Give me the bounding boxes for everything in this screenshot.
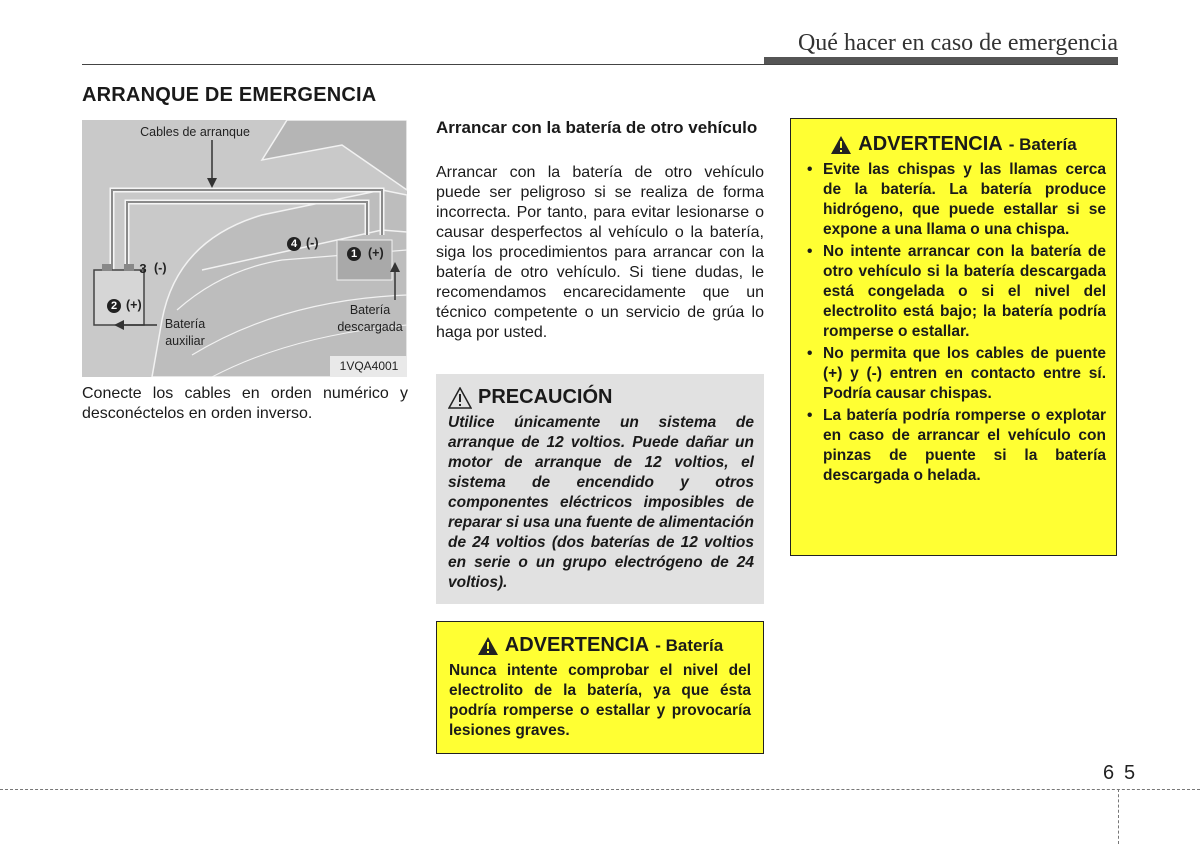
page-number: 5 [1124, 762, 1136, 784]
footer-divider [1118, 789, 1119, 844]
warning-list-item: • No permita que los cables de puente (+) y (-) entren en contacto entre sí. Podría causar chispas. [801, 344, 1106, 404]
step-1-sign: (+) [368, 246, 384, 260]
step-4-sign: (-) [306, 236, 319, 250]
warning-list-item: • Evite las chispas y las llamas cerca de la batería. La batería produce hidrógeno, que puede estallar si se expone a una llama o una chispa. [801, 160, 1106, 240]
warning-list-item: • La batería podría romperse o explotar en caso de arrancar el vehículo con pinzas de puente si la batería descargada o helada. [801, 406, 1106, 486]
caution-header [448, 386, 754, 409]
jump-start-illustration [82, 120, 407, 377]
label-auxiliary-battery: Batería auxiliar [164, 317, 206, 348]
step-4-marker: 4 [287, 237, 301, 251]
subsection-body: Arrancar con la batería de otro vehículo puede ser peligroso si se realiza de forma incorrecta. Por tanto, para evitar lesionarse o causar desperfectos al vehículo o la batería, siga los procedimientos para arrancar con la batería de otro vehículo. Si tiene dudas, le recomendamos encarecidamente que un técnico competente o un servicio de grúa lo haga por usted. [436, 164, 764, 341]
warning-triangle-icon [830, 135, 852, 155]
subsection-title: Arrancar con la batería de otro vehículo [436, 118, 758, 137]
warning-subtitle: - Batería [655, 635, 724, 655]
warning-list [801, 160, 1106, 486]
header-rule [82, 64, 1118, 65]
step-2-sign: (+) [126, 298, 142, 312]
warning-list-item: • No intente arrancar con la batería de otro vehículo si la batería descargada está congelada o si el nivel del electrolito está bajo; la batería podría romperse o estallar. [801, 242, 1106, 342]
warning-box-battery [790, 118, 1117, 556]
caution-box [436, 374, 764, 604]
warning-header [801, 133, 1106, 156]
step-3-sign: (-) [154, 261, 167, 275]
label-jumper-cables: Cables de arranque [140, 125, 250, 139]
label-dead-battery: Batería descargada [337, 303, 403, 334]
warning-text: Nunca intente comprobar el nivel del electrolito de la batería, ya que ésta podría romperse o estallar y provocaría lesiones graves. [449, 662, 751, 739]
warning-title: ADVERTENCIA [504, 634, 650, 656]
step-3-marker: 3 [139, 261, 147, 276]
figure-code: 1VQA4001 [339, 359, 399, 373]
warning-box-electrolyte [436, 621, 764, 754]
caution-title: PRECAUCIÓN [478, 386, 613, 408]
warning-subtitle: - Batería [1008, 134, 1077, 154]
caution-triangle-icon [448, 387, 472, 409]
page-chapter: 6 [1103, 762, 1115, 784]
warning-title: ADVERTENCIA [858, 133, 1003, 155]
step-1-marker: 1 [347, 247, 361, 261]
footer-rule [0, 789, 1200, 790]
page-header-title: Qué hacer en caso de emergencia [797, 30, 1118, 56]
warning-header [449, 634, 751, 657]
section-title: ARRANQUE DE EMERGENCIA [82, 84, 377, 106]
step-2-marker: 2 [107, 299, 121, 313]
figure-caption: Conecte los cables en orden numérico y desconéctelos en orden inverso. [82, 385, 408, 422]
warning-triangle-icon [477, 636, 499, 656]
caution-text: Utilice únicamente un sistema de arranque de 12 voltios. Puede dañar un motor de arranque de 12 voltios, el sistema de encendido y otros componentes eléctricos imposibles de reparar si usa una fuente de alimentación de 24 voltios (dos baterías de 12 voltios en serie o un grupo electrógeno de 24 voltios). [448, 414, 754, 591]
